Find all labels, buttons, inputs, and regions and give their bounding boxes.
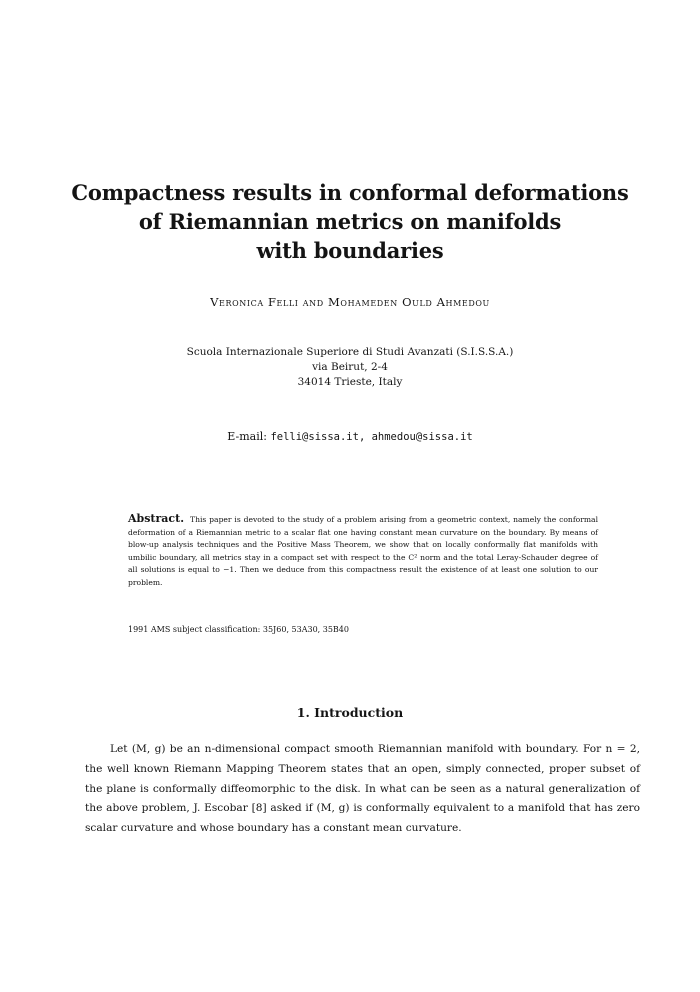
title-line-3: with boundaries: [256, 238, 444, 263]
title-line-1: Compactness results in conformal deformations: [71, 180, 629, 205]
affiliation-line-1: Scuola Internazionale Superiore di Studi Avanzati (S.I.S.S.A.): [186, 346, 514, 358]
authors: Veronica Felli and Mohameden Ould Ahmedou: [210, 295, 490, 309]
intro-paragraph: Let (M, g) be an n-dimensional compact smooth Riemannian manifold with boundary. For n = 2, the well known Riemann Mapping Theorem states that an open, simply connected, proper subset of the plane is conformally diffeomorphic to the disk. In what can be seen as a natural generalization of the above problem, J. Escobar [8] asked if (M, g) is conformally equivalent to a manifold that has zero scalar curvature and whose boundary has a constant mean curvature.: [85, 743, 640, 835]
affiliation: [60, 345, 640, 390]
affiliation-line-3: 34014 Trieste, Italy: [297, 376, 403, 388]
email-address: felli@sissa.it, ahmedou@sissa.it: [270, 431, 473, 443]
title-line-2: of Riemannian metrics on manifolds: [138, 209, 562, 234]
paper-title: [60, 178, 640, 265]
abstract: [128, 513, 598, 589]
section-heading: 1. Introduction: [296, 705, 404, 720]
abstract-label: Abstract.: [128, 512, 185, 525]
msc-classification: 1991 AMS subject classification: 35J60, 53A30, 35B40: [128, 625, 349, 634]
affiliation-line-2: via Beirut, 2-4: [312, 361, 388, 373]
abstract-text: This paper is devoted to the study of a problem arising from a geometric context, namely the conformal deformation of a Riemannian metric to a scalar flat one having constant mean curvature on the boundary. By means of blow-up analysis techniques and the Positive Mass Theorem, we show that on locally conformally flat manifolds with umbilic boundary, all metrics stay in a compact set with respect to the C² norm and the total Leray-Schauder degree of all solutions is equal to −1. Then we deduce from this compactness result the existence of at least one solution to our problem.: [128, 515, 598, 587]
email-label: E-mail:: [227, 430, 267, 443]
email-line: [60, 430, 640, 443]
